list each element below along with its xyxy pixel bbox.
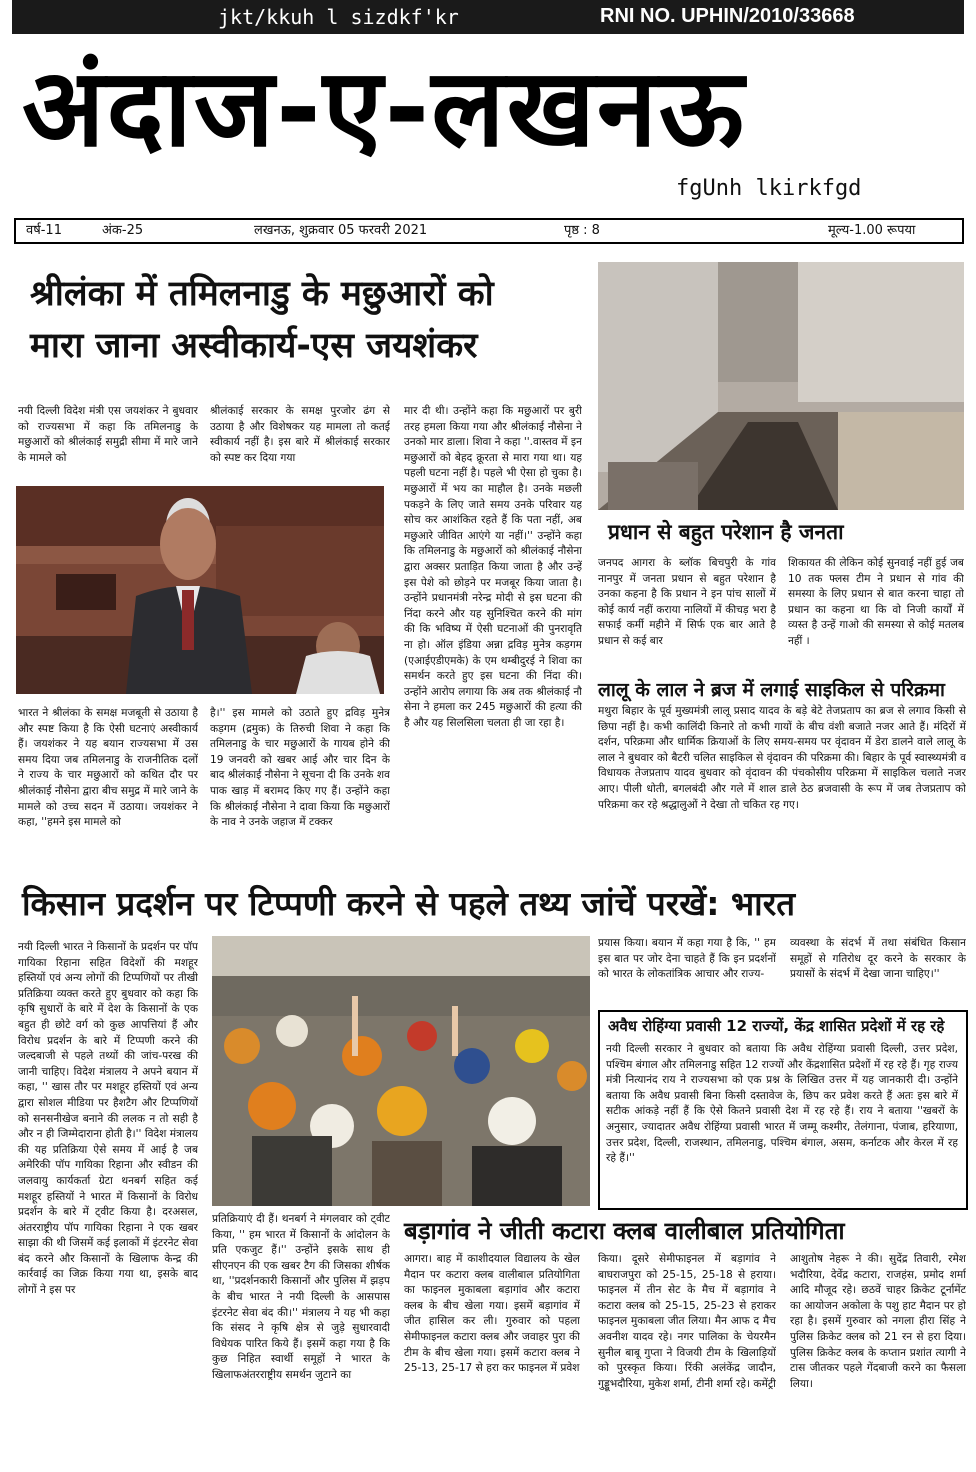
story4-col2: प्रतिक्रियाएं दी हैं। थनबर्ग ने मंगलवार को ट्वीट किया, '' हम भारत में किसानों के आंदोलन के प्रति एकजुट हैं।'' उन्होंने इसके साथ ही सीएनएन की एक खबर टैग की जिसका शीर्षक था, ''प्रदर्शनकारी किसानों और पुलिस में झड़प के बीच भारत ने नयी दिल्ली के आसपास इंटरनेट सेवा बंद की।'' मंत्रालय ने यह भी कहा कि संसद ने कृषि क्षेत्र से जुड़े सुधारवादी विधेयक पारित किये हैं। इसमें कहा गया है कि कुछ निहित स्वार्थी समूहों ने भारत के खिलाफअंतरराष्ट्रीय समर्थन जुटाने का [212,1213,390,1381]
story5-box [598,1010,968,1210]
story4-col4: व्यवस्था के संदर्भ में तथा संबंधित किसान समूहों से गतिरोध दूर करने के सरकार के प्रयासों के संदर्भ में देखा जाना चाहिए।'' [790,937,966,981]
story1-headline [30,268,590,372]
story3-body: मथुरा बिहार के पूर्व मुख्यमंत्री लालू प्रसाद यादव के बड़े बेटे तेजप्रताप का ब्रज से लगाव किसी से छिपा नहीं है। कभी कालिंदी किनारे तो कभी गायों के बीच वंशी बजाते नजर आते हैं। मंदिरों में दर्शन, परिक्रमा और धार्मिक क्रियाओं के लिए समय-समय पर वृंदावन में डेरा डालने वाले लालू के लाल ने बुधवार को बैटरी चलित साइकिल से वृंदावन की परिक्रमा की। बिहार के पूर्व स्वास्थ्यमंत्री व विधायक तेजप्रताप यादव बुधवार को वृंदावन की पंचकोसीय परिक्रमा में साइकिल चलाते नजर आए। पीली धोती, बगलबंदी और गले में शाल डाले ठेठ ब्रजवासी के रूप में जब तेजप्रताप को परिक्रमा कर रहे श्रद्धालुओं ने देखा तो चकित रह गए। [598,705,966,811]
dateline-bar [14,218,964,244]
newspaper-title: अंदाज-ए-लखनऊ [22,46,746,171]
story1-headline-line1: श्रीलंका में तमिलनाडु के मछुआरों को [30,274,494,314]
story6-col1: आगरा। बाह में काशीदयाल विद्यालय के खेल मैदान पर कटारा क्लब वालीबाल प्रतियोगिता का फाइनल मुकाबला बड़ागांव और कटारा क्लब के बीच खेला गया। इसमें बड़ागांव में जीत हासिल कर ली। गुरुवार को पहला सेमीफाइनल कटारा क्लब और जवाहर पुरा की टीम के बीच खेला गया। इसमें कटारा क्लब ने 25-13, 25-17 से हरा कर फाइनल में प्रवेश [404,1253,580,1375]
story5-headline: अवैध रोहिंग्या प्रवासी 12 राज्यों, केंद्र शासित प्रदेशों में रह रहे [608,1017,945,1035]
story4-headline: किसान प्रदर्शन पर टिप्पणी करने से पहले तथ्य जांचें परखें: भारत [22,884,796,923]
story1-col1-bottom: भारत ने श्रीलंका के समक्ष मजबूती से उठाया है और स्पष्ट किया है कि ऐसी घटनाएं अस्वीकार्य हैं। जयशंकर ने यह बयान राज्यसभा में उस समय दिया जब तमिलनाडु के राजनीतिक दलों ने राज्य के चार मछुआरों को कथित दौर पर श्रीलंकाई नौसेना द्वारा बीच समुद्र में मारे जाने के मामले को उच्च सदन में उठाया। जयशंकर ने कहा, ''हमने इस मामले को [18,707,198,829]
masthead-left-text: jkt/kkuh l sizdkf'kr [218,5,459,29]
newspaper-subtitle: fgUnh lkirkfgd [676,176,862,201]
farmers-protest-photo [212,936,590,1206]
village-lane-photo [598,262,964,510]
story2-headline: प्रधान से बहुत परेशान है जनता [608,520,844,544]
story2-col1: जनपद आगरा के ब्लॉक बिचपुरी के गांव नानपुर में जनता प्रधान से बहुत परेशान है उनका कहना है कि प्रधान ने इन पांच सालों में कोई कार्य नहीं कराया नालियों में कीचड़ भरा है सफाई कर्मी महीने में सिर्फ एक बार आते है प्रधान से कई बार [598,557,776,647]
story6-headline: बड़ागांव ने जीती कटारा क्लब वालीबाल प्रतियोगिता [404,1217,845,1245]
story4-col3: प्रयास किया। बयान में कहा गया है कि, '' हम इस बात पर जोर देना चाहते हैं कि इन प्रदर्शनों को भारत के लोकतांत्रिक आचार और राज्य- [598,937,776,981]
issue-label: अंक-25 [102,223,144,238]
village-lane-photo-art [598,262,964,510]
jaishankar-photo-art [16,486,384,694]
jaishankar-photo [16,486,384,694]
date-label: लखनऊ, शुक्रवार 05 फरवरी 2021 [254,223,428,238]
story6-col2: किया। दूसरे सेमीफाइनल में बड़ागांव ने बाघराजपुरा को 25-15, 25-18 से हराया। फाइनल में तीन सेट के मैच में बड़ागांव ने कटारा क्लब को 25-15, 25-23 से हराकर फाइनल मुकाबला जीत लिया। मैन आफ द मैच अवनीश यादव रहे। नगर पालिका के चेयरमैन सुनील बाबू गुप्ता ने विजयी टीम के खिलाड़ियों को पुरस्कृत किया। रिंकी अलंकेंद्र जादौन, गुड्डूभदौरिया, मुकेश शर्मा, टीनी शर्मा रहे। कमेंट्री [598,1253,776,1390]
story1-col2-top: श्रीलंकाई सरकार के समक्ष पुरजोर ढंग से उठाया है और विशेषकर यह मामला तो कतई स्वीकार्य नहीं है। इस बारे में श्रीलंकाई सरकार को स्पष्ट कर दिया गया [210,405,390,464]
rni-number: RNI NO. UPHIN/2010/33668 [600,5,855,27]
story1-col1-top: नयी दिल्ली विदेश मंत्री एस जयशंकर ने बुधवार को राज्यसभा में कहा कि तमिलनाडु के मछुआरों को श्रीलंकाई समुद्री सीमा में मारे जाने के मामले को [18,405,198,464]
story5-body: नयी दिल्ली सरकार ने बुधवार को बताया कि अवैध रोहिंग्या प्रवासी दिल्ली, उत्तर प्रदेश, पश्चिम बंगाल और तमिलनाडु सहित 12 राज्यों और केंद्रशासित प्रदेशों में रह रहे हैं। गृह राज्य मंत्री नित्यानंद राय ने राज्यसभा को एक प्रश्न के लिखित उत्तर में यह जानकारी दी। उन्होंने बताया कि अवैध प्रवासी बिना किसी दस्तावेज के, छिप कर प्रवेश करते हैं अतः इस बारे में सटीक आंकड़े नहीं हैं कि ऐसे कितने प्रवासी देश में रह रहे हैं। राय ने बताया ''खबरों के अनुसार, ज्यादातर अवैध रोहिंग्या प्रवासी भारत में जम्मू कश्मीर, तेलंगाना, पंजाब, हरियाणा, उत्तर प्रदेश, दिल्ली, राजस्थान, तमिलनाडु, पश्चिम बंगाल, असम, कर्नाटक और केरल में रह रहे हैं।'' [606,1043,958,1165]
story6-col3: आशुतोष नेहरू ने की। सुदेंद्र तिवारी, रमेश भदौरिया, देवेंद्र कटारा, राजहंस, प्रमोद शर्मा आदि मौजूद रहे। छठवें चाहर क्रिकेट टूर्नामेंट का आयोजन अकोला के पशु हाट मैदान पर हो रहा है। इसमें गुरुवार को नगला हीरा सिंह ने पुलिस क्रिकेट क्लब को 21 रन से हरा दिया। पुलिस क्रिकेट क्लब के कप्तान प्रशांत त्यागी ने टास जीतकर पहले गेंदबाजी करने का फैसला लिया। [790,1253,966,1390]
story2-col2: शिकायत की लेकिन कोई सुनवाई नहीं हुई जब 10 तक फ्लस टीम ने प्रधान से गांव की समस्या के लिए प्रधान से बात करना चाहा तो प्रधान का कहना था कि वो निजी कार्यों में व्यस्त है उन्हें गाओ की समस्या से कोई मतलब नहीं । [788,557,964,647]
story4-col1: नयी दिल्ली भारत ने किसानों के प्रदर्शन पर पॉप गायिका रिहाना सहित विदेशों की मशहूर हस्तियों एवं अन्य लोगों की टिप्पणियों पर तीखी प्रतिक्रिया व्यक्त करते हुए बुधवार को कहा कि कृषि सुधारों के बारे में देश के किसानों के एक बहुत ही छोटे वर्ग को कुछ आपत्तियां हैं और विरोध प्रदर्शन के बारे में टिप्पणी करने की जल्दबाजी से पहले तथ्यों की जांच-परख की जानी चाहिए। विदेश मंत्रालय ने अपने बयान में कहा, '' खास तौर पर मशहूर हस्तियों एवं अन्य द्वारा सोशल मीडिया पर हैशटैग और टिप्पणियों को सनसनीखेज बनाने की ललक न तो सही है और न ही जिम्मेदाराना होती है।'' विदेश मंत्रालय की यह प्रतिक्रिया ऐसे समय में आई है जब अमेरिकी पॉप गायिका रिहाना और स्वीडन की जलवायु कार्यकर्ता ग्रेटा थनबर्ग सहित कई मशहूर हस्तियों ने भारत में किसानों के विरोध प्रदर्शन के बारे में ट्वीट किया है। दरअसल, अंतरराष्ट्रीय पॉप गायिका रिहाना ने एक खबर साझा की थी जिसमें कई इलाकों में इंटरनेट सेवा बंद करने और किसानों के खिलाफ केन्द्र की कार्रवाई का जिक्र किया गया था, इसके बाद लोगों ने इस पर [18,941,198,1297]
story1-col2-bottom: है।'' इस मामले को उठाते हुए द्रविड़ मुनेत्र कड़गम (द्रमुक) के तिरुची शिवा ने कहा कि तमिलनाडु के चार मछुआरों के गायब होने की 19 जनवरी को खबर आई और चार दिन के बाद श्रीलंकाई नौसेना ने सूचना दी कि उनके शव पाक खाड़ में बरामद किए गए हैं। उन्होंने कहा कि श्रीलंकाई नौसेना ने दावा किया कि मछुआरों के नाव ने उनके जहाज में टक्कर [210,707,390,829]
story1-col3: मार दी थी। उन्होंने कहा कि मछुआरों पर बुरी तरह हमला किया गया और श्रीलंकाई नौसेना ने उनको मार डाला। शिवा ने कहा ''.वास्तव में इन मछुआरों को बेहद क्रूरता से मारा गया था। यह पहली घटना नहीं है। पहले भी ऐसा हो चुका है। मछुआरों में भय का माहौल है। उनके मछली पकड़ने के लिए जाते समय उनके परिवार यह सोच कर आशंकित रहते हैं कि पता नहीं, अब मछुआरे जीवित आएंगे या नहीं।'' उन्होंने कहा कि तमिलनाडु के मछुआरों को श्रीलंकाई नौसेना द्वारा अक्सर प्रताड़ित किया जाता है और उन्हें इस पेशे को छोड़ने पर मजबूर किया जाता है। उन्होंने प्रधानमंत्री नरेन्द्र मोदी से इस घटना की निंदा करने और यह सुनिश्चित करने की मांग की कि भविष्य में ऐसी घटनाओं की पुनरावृति ना हो। ऑल इंडिया अन्ना द्रविड़ मुनेत्र कड़गम (एआईएडीएमके) के एम थम्बीदुरई ने शिवा का समर्थन करते हुए इस घटना की निंदा की। उन्होंने आरोप लगाया कि अब तक श्रीलंकाई नौ सेना ने हमला कर 245 मछुआरों की हत्या की है और यह सिलसिला चलता ही जा रहा है। [404,405,582,729]
story3-headline: लालू के लाल ने ब्रज में लगाई साइकिल से परिक्रमा [598,679,945,701]
page-label: पृष्ठ : 8 [564,223,600,238]
farmers-protest-photo-art [212,936,590,1206]
price-label: मूल्य-1.00 रूपया [828,223,916,238]
year-label: वर्ष-11 [26,223,62,238]
story1-headline-line2: मारा जाना अस्वीकार्य-एस जयशंकर [30,326,478,366]
